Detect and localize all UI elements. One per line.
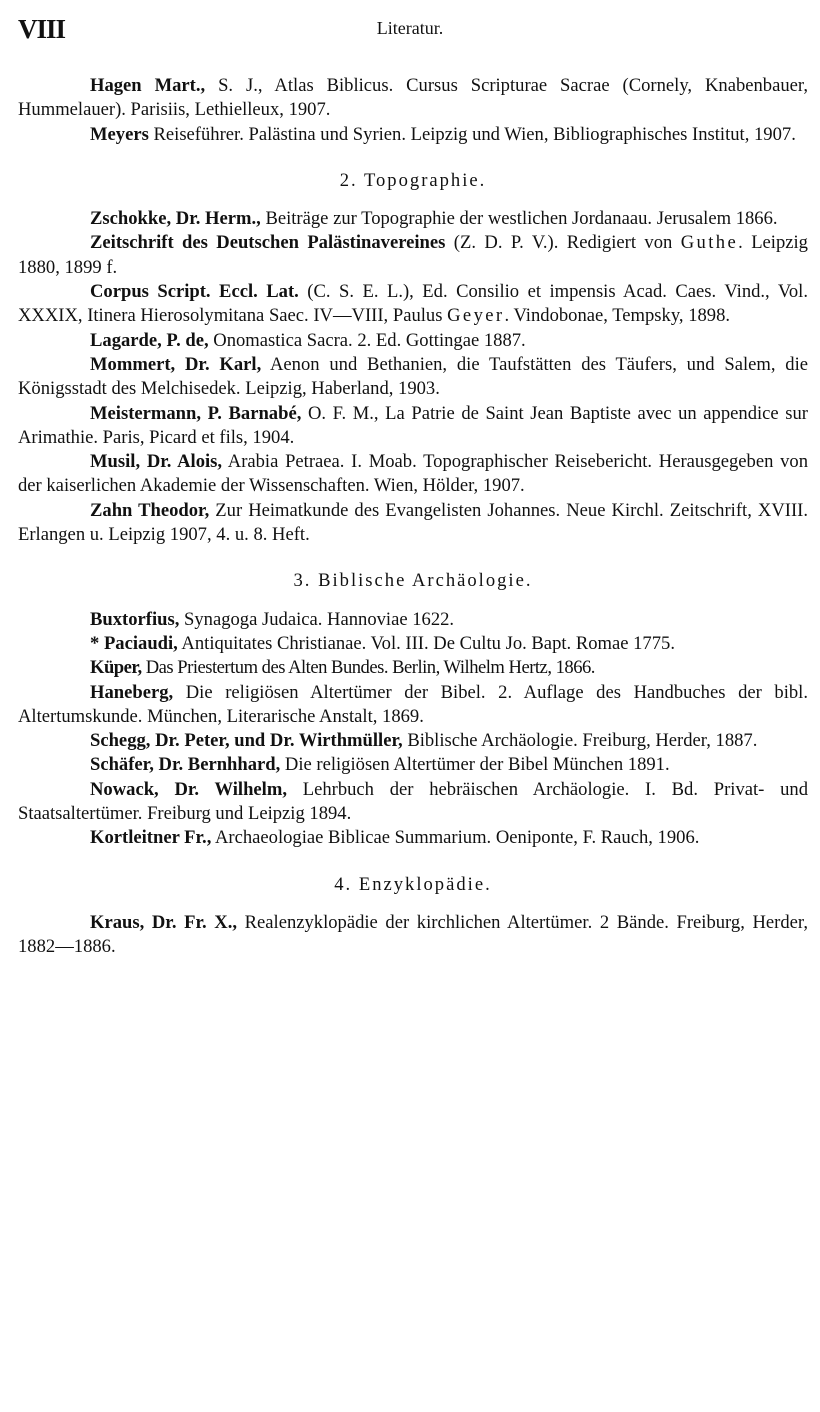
bib-entry <box>18 123 808 147</box>
entry-text: Beiträge zur Topographie der westlichen Jordanaau. Jerusalem 1866. <box>260 208 778 230</box>
entry-text: Arabia Petraea. I. Moab. Topographischer Reisebericht. Herausgegeben von der kaiserlichen Akademie der Wissenschaften. Wien, Hölder, 1907. <box>18 451 808 497</box>
bib-entry <box>18 74 808 123</box>
entry-text: . Leipzig 1880, 1899 f. <box>18 232 808 278</box>
entry-text: Antiquitates Christianae. Vol. III. De Cultu Jo. Bapt. Romae 1775. <box>177 632 675 654</box>
entry-text: Das Priestertum des Alten Bundes. Berlin, Wilhelm Hertz, 1866. <box>141 657 595 679</box>
entry-author: Nowack, Dr. Wilhelm, <box>90 778 287 800</box>
entry-spaced-name: Guthe <box>680 232 739 254</box>
entry-author: * Paciaudi, <box>90 632 178 654</box>
entry-text: (Z. D. P. V.). Redigiert von <box>445 232 681 254</box>
bib-entry <box>18 608 808 632</box>
entry-spaced-name: Geyer <box>447 305 505 327</box>
entry-author: Schäfer, Dr. Bernhhard, <box>90 754 281 776</box>
intro-entries <box>18 74 808 147</box>
entry-author: Corpus Script. Eccl. Lat. <box>90 281 299 303</box>
entry-text: Die religiösen Altertümer der Bibel. 2. Auflage des Handbuches der bibl. Altertumskunde. München, Literarische Anstalt, 1869. <box>18 681 808 727</box>
entry-text: (C. S. E. L.), Ed. Consilio et impensis Acad. Caes. Vind., Vol. XXXIX, Itinera Hierosolymitana Saec. IV—VIII, Paulus <box>18 281 808 327</box>
entry-text: Archaeologiae Biblicae Summarium. Oeniponte, F. Rauch, 1906. <box>211 827 700 849</box>
bib-entry <box>18 353 808 402</box>
entry-author: Meyers <box>90 123 149 145</box>
entry-author: Musil, Dr. Alois, <box>90 451 223 473</box>
entry-text: Aenon und Bethanien, die Taufstätten des Täufers, und Salem, die Königsstadt des Melchisedek. Leipzig, Haberland, 1903. <box>18 353 808 400</box>
entry-text: S. J., Atlas Biblicus. Cursus Scripturae Sacrae (Cornely, Knabenbauer, Hummelauer). Parisiis, Lethielleux, 1907. <box>18 75 808 121</box>
entry-text: Biblische Archäologie. Freiburg, Herder, 1887. <box>402 730 758 752</box>
bib-entry <box>18 656 808 680</box>
bibliography <box>18 74 808 960</box>
entry-author: Kortleitner Fr., <box>90 827 212 849</box>
entry-author: Zahn Theodor, <box>90 499 210 521</box>
section-title-archaeologie: 3. Biblische Archäologie. <box>293 570 533 592</box>
bib-entry <box>18 280 808 329</box>
entry-author: Küper, <box>90 657 142 679</box>
entry-author: Hagen Mart., <box>90 75 206 96</box>
entry-text: O. F. M., La Patrie de Saint Jean Baptiste avec un appendice sur Arimathie. Paris, Picard et fils, 1904. <box>18 402 808 448</box>
section-title-topographie: 2. Topographie. <box>339 169 487 191</box>
entry-author: Zschokke, Dr. Herm., <box>90 208 261 230</box>
running-title: Literatur. <box>376 18 444 38</box>
entry-author: Schegg, Dr. Peter, und Dr. Wirthmüller, <box>90 730 403 752</box>
section-title-enzyklopaedie: 4. Enzyklopädie. <box>334 873 492 895</box>
entry-author: Lagarde, P. de, <box>90 329 209 351</box>
bib-entry <box>18 753 808 777</box>
bib-entry <box>18 826 808 850</box>
entry-author: Haneberg, <box>90 681 174 703</box>
bib-entry <box>18 450 808 499</box>
entry-text: Realenzyklopädie der kirchlichen Altertümer. 2 Bände. Freiburg, Herder, 1882—1886. <box>18 911 808 958</box>
page-header <box>18 14 802 44</box>
entry-text: Onomastica Sacra. 2. Ed. Gottingae 1887. <box>208 329 526 351</box>
entry-text: Die religiösen Altertümer der Bibel München 1891. <box>280 754 670 776</box>
page-number: VIII <box>18 14 66 44</box>
bib-entry <box>18 207 808 231</box>
entry-text: Zur Heimatkunde des Evangelisten Johannes. Neue Kirchl. Zeitschrift, XVIII. Erlangen u. Leipzig 1907, 4. u. 8. Heft. <box>18 499 808 546</box>
entry-author: Buxtorfius, <box>90 608 180 630</box>
bib-entry <box>18 231 808 280</box>
bib-entry <box>18 681 808 730</box>
bib-entry <box>18 778 808 827</box>
entry-text: Synagoga Judaica. Hannoviae 1622. <box>179 608 455 630</box>
entry-text: Reiseführer. Palästina und Syrien. Leipzig und Wien, Bibliographisches Institut, 1907. <box>148 123 796 145</box>
bib-entry <box>18 632 808 656</box>
entry-author: Meistermann, P. Barnabé, <box>90 402 302 424</box>
entry-author: Kraus, Dr. Fr. X., <box>90 911 237 933</box>
bib-entry <box>18 729 808 753</box>
entry-text: . Vindobonae, Tempsky, 1898. <box>504 305 731 327</box>
entry-author: Mommert, Dr. Karl, <box>90 353 262 375</box>
bib-entry <box>18 911 808 960</box>
entry-text: Lehrbuch der hebräischen Archäologie. I. Bd. Privat- und Staatsaltertümer. Freiburg und Leipzig 1894. <box>18 778 809 825</box>
bib-entry <box>18 402 808 451</box>
entry-author: Zeitschrift des Deutschen Palästinavereines <box>90 232 446 254</box>
bib-entry <box>18 499 808 548</box>
bib-entry <box>18 329 808 353</box>
